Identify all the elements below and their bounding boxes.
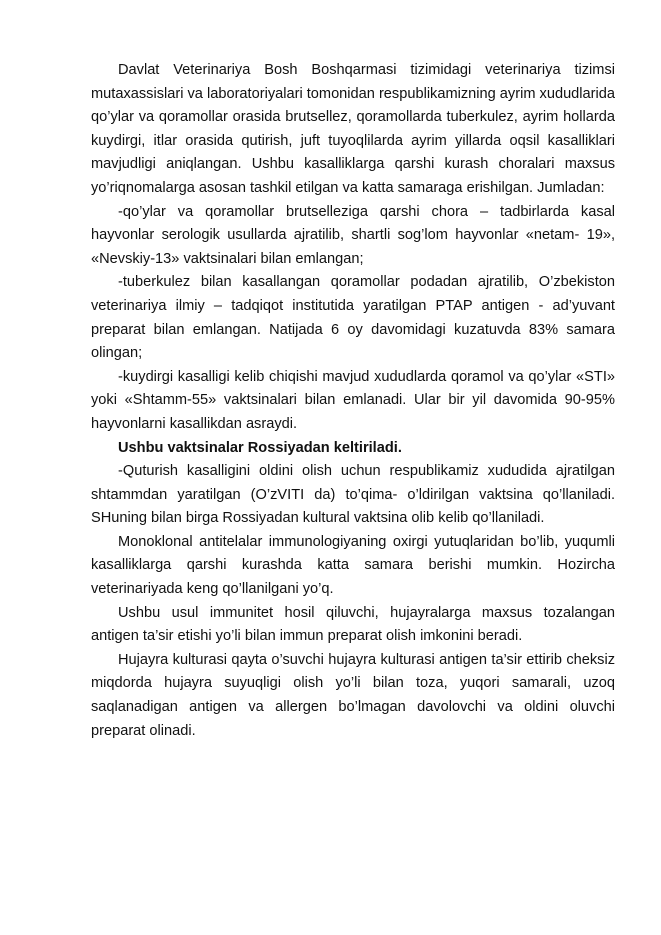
paragraph-brucellosis: -qo’ylar va qoramollar brutselleziga qarshi chora – tadbirlarda kasal hayvonlar serologik usullarda ajratilib, shartli sog’lom hayvonlar «netam- 19», «Nevskiy-13» vaktsinalari bilan emlangan;	[91, 203, 615, 267]
document-page	[91, 59, 615, 743]
paragraph-anthrax: -kuydirgi kasalligi kelib chiqishi mavjud xududlarda qoramol va qo’ylar «STI» yoki «Shtamm-55» vaktsinalari bilan emlanadi. Ular bir yil davomida 90-95% hayvonlarni kasallikdan asraydi.	[91, 368, 615, 432]
paragraph-monoclonal-antibodies: Monoklonal antitelalar immunologiyaning oxirgi yutuqlaridan bo’lib, yuqumli kasalliklarga qarshi kurashda katta samara berishi mumkin. Hozircha veterinariyada keng qo’llanilgani yo’q.	[91, 533, 615, 598]
paragraph-overview: Davlat Veterinariya Bosh Boshqarmasi tizimidagi veterinariya tizimsi mutaxassislari va laboratoriyalari tomonidan respublikamizning ayrim xududlarida qo’ylar va qoramollar orasida brutsellez, qoramollarda tuberkulez, ayrim hollarda kuydirgi, itlar orasida qutirish, juft tuyoqlilarda ayrim yillarda oqsil kasalliklari mavjudligi aniqlangan. Ushbu kasalliklarga qarshi kurash choralari maxsus yo’riqnomalarga asosan tashkil etilgan va katta samaraga erishilgan. Jumladan:	[91, 62, 615, 196]
paragraph-vaccine-origin: Ushbu vaktsinalar Rossiyadan keltiriladi.	[118, 439, 402, 456]
paragraph-tuberculosis: -tuberkulez bilan kasallangan qoramollar podadan ajratilib, O’zbekiston veterinariya ilmiy – tadqiqot institutida yaratilgan PTAP antigen - ad’yuvant preparat bilan emlangan. Natijada 6 oy davomidagi kuzatuvda 83% samara olingan;	[91, 274, 615, 362]
paragraph-cell-culture: Hujayra kulturasi qayta o’suvchi hujayra kulturasi antigen ta’sir ettirib cheksiz miqdorda hujayra suyuqligi olish yo’li bilan toza, yuqori samarali, uzoq saqlanadigan antigen va allergen bo’lmagan davolovchi va oldini oluvchi preparat olinadi.	[91, 651, 615, 739]
paragraph-rabies: -Quturish kasalligini oldini olish uchun respublikamiz xududida ajratilgan shtammdan yaratilgan (O’zVITI da) to’qima- o’ldirilgan vaktsina qo’llaniladi. SHuning bilan birga Rossiyadan kultural vaktsina olib kelib qo’llaniladi.	[91, 463, 615, 527]
paragraph-method: Ushbu usul immunitet hosil qiluvchi, hujayralarga maxsus tozalangan antigen ta’sir etishi yo’li bilan immun preparat olish imkonini beradi.	[91, 604, 615, 645]
